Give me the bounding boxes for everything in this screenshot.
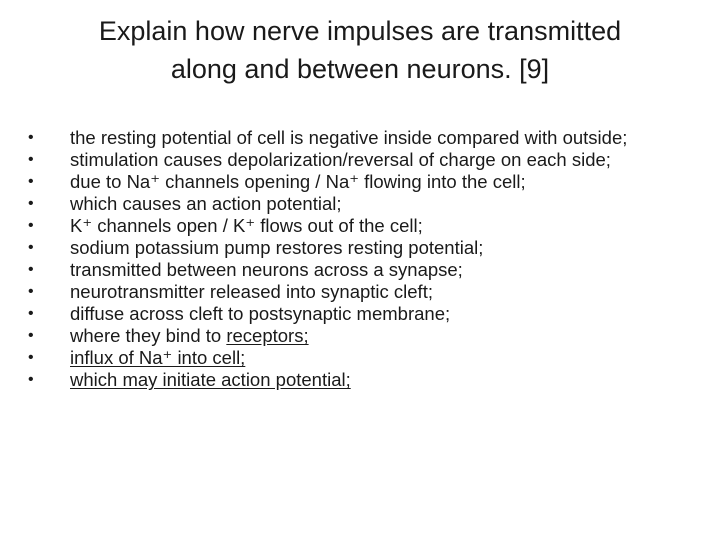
- underlined-receptors: receptors;: [226, 325, 309, 346]
- bullet-item: [28, 325, 688, 347]
- bullet-text: where they bind to: [70, 325, 227, 346]
- bullet-item: [28, 149, 688, 171]
- bullet-list: [28, 127, 688, 391]
- bullet-text: sodium potassium pump restores resting potential;: [70, 237, 484, 258]
- bullet-item: [28, 215, 688, 237]
- bullet-text-underlined: which may initiate action potential;: [70, 369, 351, 390]
- bullet-text: which causes an action potential;: [70, 193, 342, 214]
- bullet-item: [28, 303, 688, 325]
- title-line-2: along and between neurons. [9]: [170, 54, 550, 84]
- bullet-item: [28, 259, 688, 281]
- bullet-text: transmitted between neurons across a synapse;: [70, 259, 463, 280]
- bullet-item: [28, 237, 688, 259]
- bullet-text: the resting potential of cell is negative inside compared with outside;: [70, 127, 628, 148]
- title-line-1: Explain how nerve impulses are transmitted: [98, 16, 622, 46]
- bullet-item: [28, 193, 688, 215]
- bullet-item: [28, 347, 688, 369]
- bullet-item: [28, 369, 688, 391]
- bullet-item: [28, 127, 688, 149]
- bullet-item: [28, 171, 688, 193]
- bullet-text: K⁺ channels open / K⁺ flows out of the cell;: [70, 215, 423, 236]
- bullet-item: [28, 281, 688, 303]
- slide-title: [40, 12, 680, 88]
- bullet-text: diffuse across cleft to postsynaptic membrane;: [70, 303, 451, 324]
- bullet-text: neurotransmitter released into synaptic cleft;: [70, 281, 433, 302]
- bullet-text: due to Na⁺ channels opening / Na⁺ flowing into the cell;: [70, 171, 526, 192]
- bullet-text-underlined: influx of Na⁺ into cell;: [70, 347, 246, 368]
- bullet-text: stimulation causes depolarization/reversal of charge on each side;: [70, 149, 611, 170]
